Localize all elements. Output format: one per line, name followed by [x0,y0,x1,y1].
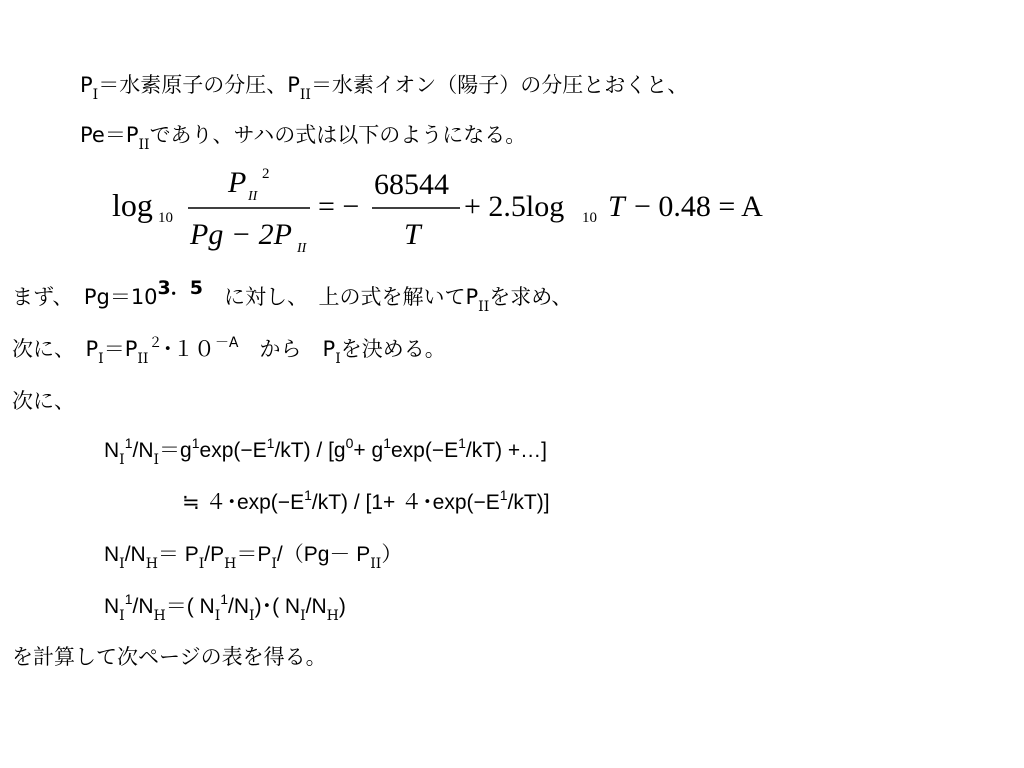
eq-tail-t: T [608,190,625,223]
text: Pe＝P [80,123,139,147]
superscript: 1 [383,435,391,451]
eq-tail-2: − 0.48 = A [634,190,763,223]
text: /N [132,595,154,618]
eq-den-sub: II [297,241,307,254]
symbol: P [287,73,300,97]
text: /N [228,595,250,618]
subscript: I [300,608,306,624]
subscript: I [119,608,125,624]
text: /kT) / [g [274,439,346,462]
text-line-4 [12,334,446,367]
subscript: I [249,608,255,624]
text-line-5: 次に、 [12,389,75,413]
subscript: II [478,299,490,315]
text: ･１０ [162,337,215,361]
subscript: II [137,351,149,367]
text: /（Pg－ P [276,543,371,566]
text: ＝水素イオン（陽子）の分圧とおくと、 [310,73,689,97]
subscript: H [326,608,339,624]
superscript: －A [214,335,239,351]
text: )･( N [254,595,301,618]
text: を求め、 [489,285,573,309]
subscript: I [98,351,104,367]
text: exp(−E [199,439,267,462]
subscript: H [145,556,158,572]
text: ＝g [159,439,192,462]
text: /kT)] [507,491,550,514]
symbol: P [80,73,93,97]
subscript: I [153,452,160,468]
superscript: 3．5 [157,277,203,299]
text: まず、 Pg＝10 [12,285,158,309]
text: ＝P [103,337,138,361]
text: 次に、 P [12,337,99,361]
equation-line-2 [182,488,550,519]
text: を決める。 [340,337,446,361]
eq-den: Pg − 2P [190,218,292,251]
text: exp(−E [391,439,459,462]
text: ＝( N [165,595,215,618]
text: ） [381,543,403,566]
text: /P [204,543,225,566]
text: ) [338,595,346,618]
text: N [104,439,120,462]
subscript: I [119,452,125,468]
text: に対し、 上の式を解いてP [203,285,479,309]
subscript: I [335,351,341,367]
superscript: 1 [220,591,229,607]
eq-log-base: 10 [158,210,173,226]
eq-equals: = − [318,190,360,223]
superscript: 1 [124,435,133,451]
subscript: II [299,87,311,103]
text: /N [132,439,154,462]
text: /kT) +…] [465,439,548,462]
eq-num-sub: II [248,189,258,204]
superscript: 1 [266,435,275,451]
equation-line-1 [104,436,547,468]
subscript: H [153,608,166,624]
text: ＝ P [157,543,199,566]
eq-log: log [112,187,153,223]
eq-frac2-num: 68544 [374,168,449,201]
subscript: I [92,87,99,103]
subscript: I [214,608,221,624]
text: ＝P [236,543,272,566]
superscript: 1 [191,435,200,451]
equation-line-4 [104,592,346,624]
superscript: 1 [499,487,508,503]
superscript: ２ [148,335,163,351]
eq-tail-base: 10 [582,210,597,226]
eq-tail-1: + 2.5log [464,190,565,223]
closing-text: を計算して次ページの表を得る。 [12,645,327,669]
subscript: H [224,556,237,572]
text: ＝水素原子の分圧、 [98,73,288,97]
superscript: 1 [124,591,133,607]
eq-num-sup: 2 [262,166,270,182]
eq-frac2-den: T [404,218,421,251]
subscript: I [198,556,205,572]
text: ≒ ４･exp(−E [182,491,305,514]
text: /kT) / [1+ ４･exp(−E [311,491,500,514]
equation-line-3 [104,540,402,572]
subscript: I [119,556,125,572]
text: /N [305,595,327,618]
text-line-1 [80,70,688,103]
superscript: 1 [304,487,312,503]
text: /N [124,543,146,566]
text: であり、サハの式は以下のようになる。 [149,123,527,147]
text-line-2 [80,120,526,153]
text: から P [238,337,336,361]
text-line-3 [12,277,573,315]
subscript: II [370,556,382,572]
superscript: 1 [458,435,466,451]
text: N [104,595,120,618]
superscript: 0 [345,435,354,451]
subscript: I [271,556,277,572]
subscript: II [138,137,150,153]
saha-equation [112,164,792,254]
text: N [104,543,120,566]
equation-graphic [112,164,792,254]
text: + g [353,439,384,462]
eq-num-p: P [228,166,247,199]
